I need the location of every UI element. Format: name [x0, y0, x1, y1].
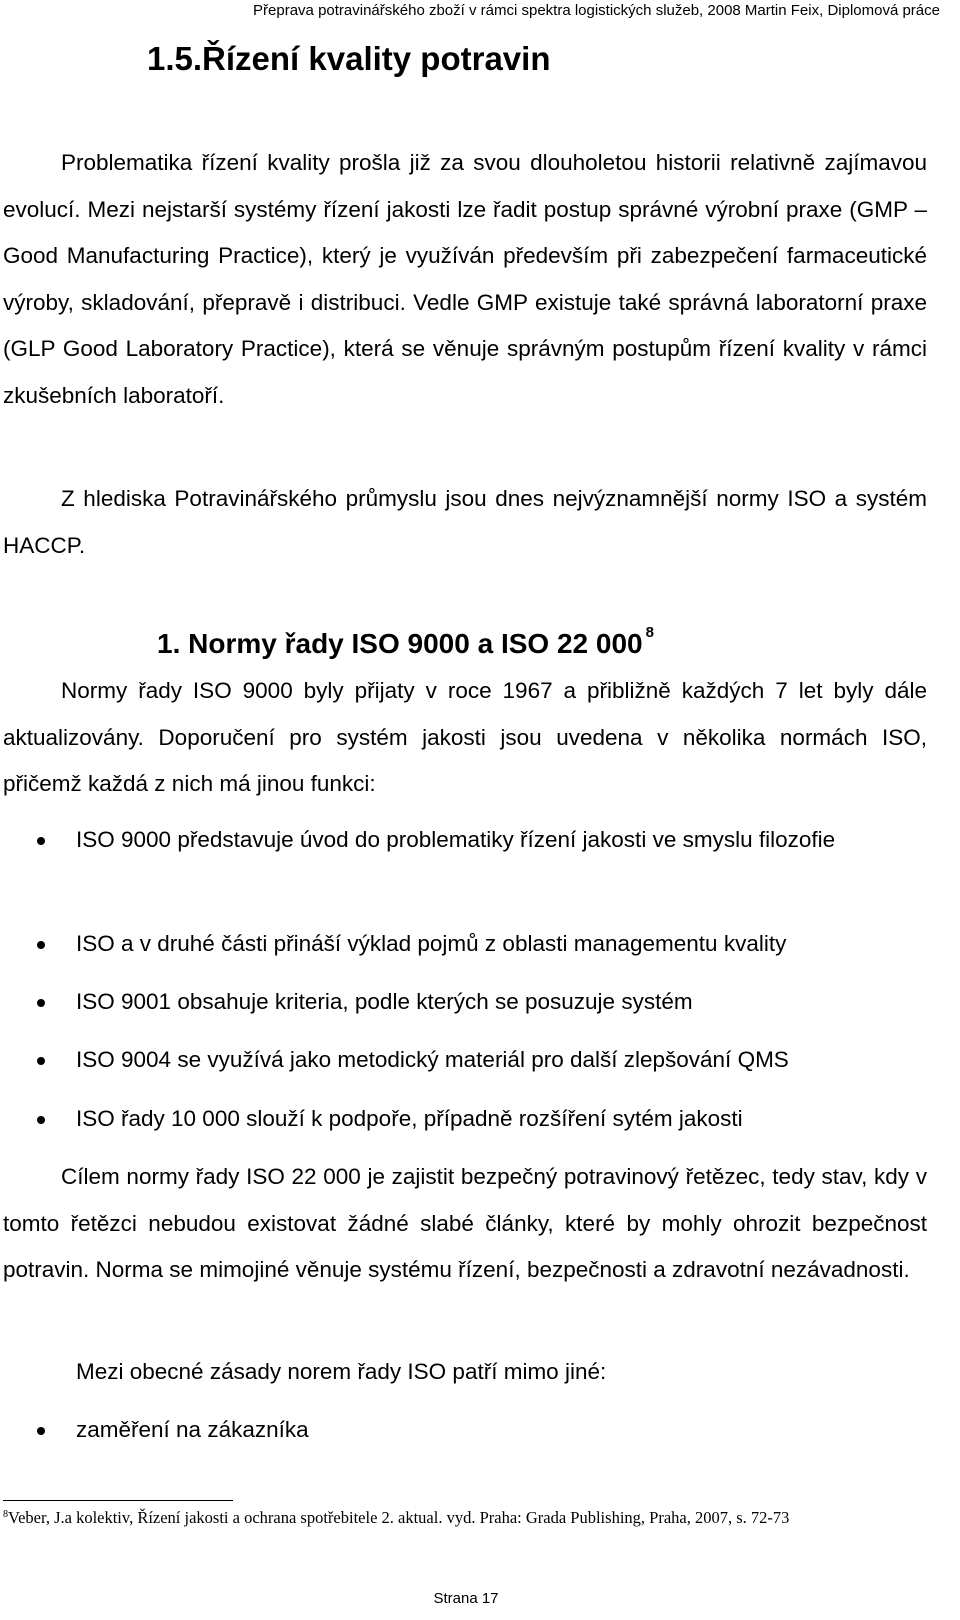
list-item	[3, 1037, 927, 1084]
bullet-icon	[37, 1057, 45, 1065]
bullet-icon	[37, 1427, 45, 1435]
section-number: 1.5.	[147, 40, 203, 77]
list-item	[3, 817, 927, 864]
footnote-reference: 8	[645, 624, 654, 641]
list-item-text: ISO řady 10 000 slouží k podpoře, případně rozšíření sytém jakosti	[76, 1106, 743, 1131]
list-item	[3, 1407, 927, 1454]
list-item-text: ISO a v druhé části přináší výklad pojmů z oblasti managementu kvality	[76, 931, 787, 956]
footnote-mark: 8	[3, 1509, 8, 1520]
bullet-icon	[37, 999, 45, 1007]
list-item-text: zaměření na zákazníka	[76, 1417, 309, 1442]
bullet-icon	[37, 941, 45, 949]
running-header: Přeprava potravinářského zboží v rámci spektra logistických služeb, 2008 Martin Feix, Diplomová práce	[253, 2, 940, 19]
list-item	[3, 979, 927, 1026]
list-item-text: ISO 9001 obsahuje kriteria, podle kterých se posuzuje systém	[76, 989, 693, 1014]
page-number-text: Strana 17	[433, 1590, 499, 1607]
subsection-title-text: 1. Normy řady ISO 9000 a ISO 22 000	[157, 628, 643, 659]
subsection-title	[157, 624, 654, 660]
paragraph-principles-intro: Mezi obecné zásady norem řady ISO patří mimo jiné:	[76, 1359, 607, 1384]
list-item-text: ISO 9004 se využívá jako metodický materiál pro další zlepšování QMS	[76, 1047, 789, 1072]
paragraph-iso-22000: Cílem normy řady ISO 22 000 je zajistit bezpečný potravinový řetězec, tedy stav, kdy v tomto řetězci nebudou existovat žádné slabé články, které by mohly ohrozit bezpečnost potravin. Norma se mimojiné věnuje systému řízení, bezpečnosti a zdravotní nezávadnosti.	[3, 1164, 927, 1282]
paragraph-iso-haccp: Z hlediska Potravinářského průmyslu jsou dnes nejvýznamnější normy ISO a systém HACCP.	[3, 486, 927, 558]
page-number	[0, 1590, 960, 1607]
list-item-text: ISO 9000 představuje úvod do problematiky řízení jakosti ve smyslu filozofie	[76, 827, 836, 852]
footnote	[3, 1508, 789, 1528]
paragraph-intro: Problematika řízení kvality prošla již za svou dlouholetou historii relativně zajímavou evolucí. Mezi nejstarší systémy řízení jakosti lze řadit postup správné výrobní praxe (GMP – Good Manufacturing Practice), který je využíván především při zabezpečení farmaceutické výroby, skladování, přepravě i distribuci. Vedle GMP existuje také správná laboratorní praxe (GLP Good Laboratory Practice), která se věnuje správným postupům řízení kvality v rámci zkušebních laboratoří.	[3, 150, 927, 408]
bullet-icon	[37, 1116, 45, 1124]
section-title-text: Řízení kvality potravin	[202, 40, 551, 77]
footnote-text: Veber, J.a kolektiv, Řízení jakosti a ochrana spotřebitele 2. aktual. vyd. Praha: Grada Publishing, Praha, 2007, s. 72-73	[8, 1508, 790, 1527]
list-item	[3, 1096, 927, 1143]
bullet-icon	[37, 837, 45, 845]
paragraph-iso-9000: Normy řady ISO 9000 byly přijaty v roce 1967 a přibližně každých 7 let byly dále aktualizovány. Doporučení pro systém jakosti jsou uvedena v několika normách ISO, přičemž každá z nich má jinou funkci:	[3, 678, 927, 796]
footnote-divider	[3, 1500, 233, 1501]
section-title	[147, 40, 550, 78]
list-item	[3, 921, 927, 968]
